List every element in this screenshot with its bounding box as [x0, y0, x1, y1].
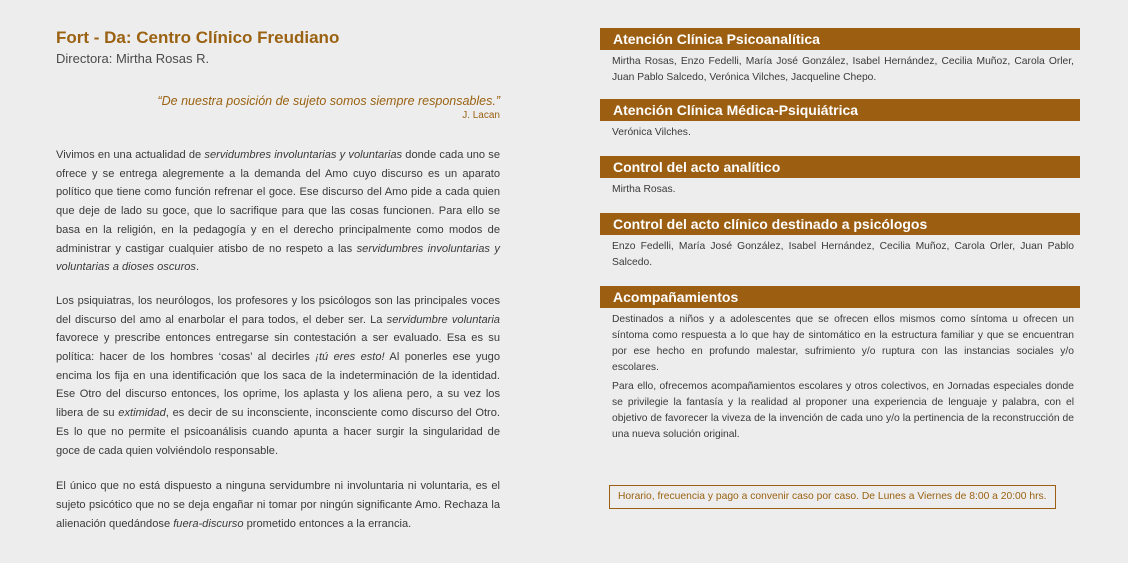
section-heading: Control del acto clínico destinado a psicólogos	[600, 213, 1080, 235]
italic-run: servidumbres involuntarias y voluntarias a dioses oscuros	[56, 242, 500, 274]
paragraph-2	[56, 292, 500, 460]
text-run: .	[195, 261, 200, 274]
text-run: Vivimos en una actualidad de	[56, 149, 205, 161]
section-body	[600, 125, 1080, 141]
section-psychiatric-care	[600, 99, 1080, 141]
page-title: Fort - Da: Centro Clínico Freudiano	[56, 28, 340, 47]
text-run: prometido entonces a la errancia.	[243, 517, 412, 530]
section-psychoanalytic-care	[600, 28, 1080, 86]
text-run: Los psiquiatras, los neurólogos, los profesores y los psicólogos son las principales voces del discurso del amo al enarbolar el para todos, el deber ser. La	[56, 294, 500, 326]
text-run: Al ponerles ese yugo encima los fija en una identificación que los saca de la indeterminación de la identidad. Ese Otro del discurso entonces, los oprime, los aplasta y los aliena pero, a su vez los libera de su	[56, 351, 500, 420]
section-text: Para ello, ofrecemos acompañamientos escolares y otros colectivos, en Jornadas especiales donde se privilegie la fantasía y la realidad al proponer una experiencia de lenguaje y palabra, con el objetivo de favorecer la viveza de la invención de cada uno y/o la pertinencia de la reconstrucción de una nueva solución original.	[612, 381, 1074, 440]
right-column	[600, 28, 1080, 443]
quote-author: J. Lacan	[462, 110, 500, 121]
italic-run: extimidad	[118, 407, 166, 420]
italic-run: fuera-discurso	[173, 517, 244, 530]
section-body	[600, 312, 1080, 443]
italic-run: ¡tú eres esto!	[315, 351, 385, 364]
epigraph	[56, 93, 500, 122]
section-text: Enzo Fedelli, María José González, Isabel Hernández, Cecilia Muñoz, Carola Orler, Juan Pablo Salcedo.	[612, 241, 1074, 268]
text-run: favorece y prescribe entonces entregarse sin contestación a ser evaluado. Esa es su política: hacer de los hombres ‘cosas’ al decirles	[56, 332, 500, 364]
text-run: El único que no está dispuesto a ninguna servidumbre ni involuntaria ni voluntaria, es el sujeto psicótico que no se deja engañar ni tomar por ningún significante Amo. Rechaza la alienación quedándose	[56, 480, 500, 530]
section-body	[600, 239, 1080, 271]
italic-run: servidumbre voluntaria	[386, 313, 500, 326]
section-clinical-control	[600, 213, 1080, 271]
italic-run: servidumbres involuntarias y voluntarias	[204, 149, 403, 161]
text-run: , es decir de su inconsciente, inconsciente como discurso del Otro. Es lo que no permite el psicoanálisis cuando apunta a hacer surgir la singularidad de goce de cada quien volviéndolo responsable.	[56, 407, 501, 457]
section-text: Destinados a niños y a adolescentes que se ofrecen ellos mismos como síntoma u ofrecen un síntoma como respuesta a lo que hay de sintomático en la estructura familiar y que se encuentran por ese hecho en profundo malestar, sufrimiento y/o ruptura con las instancias sociales y/o escolares.	[612, 314, 1074, 373]
left-column	[56, 28, 500, 533]
section-heading: Atención Clínica Médica-Psiquiátrica	[600, 99, 1080, 121]
section-body	[600, 54, 1080, 86]
section-heading: Control del acto analítico	[600, 156, 1080, 178]
section-accompaniments	[600, 286, 1080, 443]
text-run: donde cada uno se ofrece y se entrega alegremente a la demanda del Amo cuyo discurso es un aparato político que tiene como función refrenar el goce. Ese discurso del Amo pide a cada quien que deje de lado su goce, que lo sacrifique para que las cosas funcionen. Para ello se basa en la religión, en la pedagogía y en el derecho principalmente como modos de administrar y castigar cualquier atisbo de no respeto a las	[56, 149, 501, 255]
paragraph-3	[56, 477, 500, 533]
section-text: Mirtha Rosas.	[612, 184, 676, 195]
paragraph-1	[56, 146, 500, 277]
section-body	[600, 182, 1080, 198]
quote-text: “De nuestra posición de sujeto somos siempre responsables.”	[157, 94, 500, 108]
director-line: Directora: Mirtha Rosas R.	[56, 51, 210, 66]
schedule-box: Horario, frecuencia y pago a convenir caso por caso. De Lunes a Viernes de 8:00 a 20:00 hrs.	[609, 485, 1056, 509]
section-heading: Atención Clínica Psicoanalítica	[600, 28, 1080, 50]
section-text: Verónica Vilches.	[612, 127, 691, 138]
section-text: Mirtha Rosas, Enzo Fedelli, María José González, Isabel Hernández, Cecilia Muñoz, Carola Orler, Juan Pablo Salcedo, Verónica Vilches, Jacqueline Chepo.	[612, 56, 1074, 83]
section-heading: Acompañamientos	[600, 286, 1080, 308]
section-analytic-control	[600, 156, 1080, 198]
